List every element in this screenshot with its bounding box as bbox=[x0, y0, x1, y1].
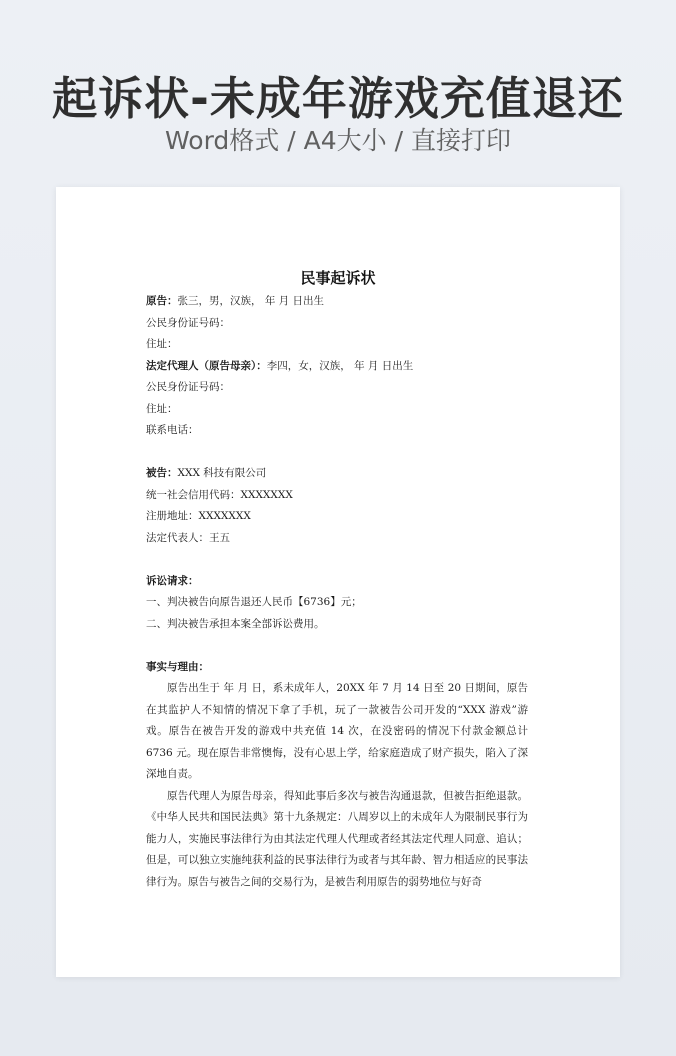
document-page bbox=[56, 187, 620, 977]
guardian-line bbox=[146, 356, 528, 378]
spacer bbox=[146, 635, 528, 657]
spacer bbox=[146, 442, 528, 464]
defendant-label: 被告： bbox=[146, 467, 178, 479]
spacer bbox=[146, 549, 528, 571]
plaintiff-id: 公民身份证号码： bbox=[146, 316, 230, 329]
facts-heading: 事实与理由： bbox=[146, 660, 209, 673]
document-title: 民事起诉状 bbox=[300, 269, 376, 287]
claim-item-2: 二、判决被告承担本案全部诉讼费用。 bbox=[146, 617, 325, 630]
defendant-reg-address: 注册地址：XXXXXXX bbox=[146, 510, 251, 522]
plaintiff-address: 住址： bbox=[146, 338, 178, 350]
banner-title: 起诉状-未成年游戏充值退还 bbox=[52, 72, 624, 125]
facts-paragraph-1: 原告出生于 年 月 日，系未成年人，20XX 年 7 月 14 日至 20 日期间，原告在其监护人不知情的情况下拿了手机，玩了一款被告公司开发的“XXX 游戏”游戏。原告在被告开发的游戏中共充值 14 次，在没密码的情况下付款金额总计 6736 元。现在原告非常懊悔，没有心思上学，给家庭造成了财产损失，陷入了深深地自责。 bbox=[146, 682, 528, 780]
guardian-address: 住址： bbox=[146, 402, 178, 415]
claims-heading: 诉讼请求： bbox=[146, 574, 199, 587]
facts-paragraph-2: 原告代理人为原告母亲，得知此事后多次与被告沟通退款，但被告拒绝退款。《中华人民共和国民法典》第十九条规定：八周岁以上的未成年人为限制民事行为能力人，实施民事法律行为由其法定代理人代理或者经其法定代理人同意、追认；但是，可以独立实施纯获利益的民事法律行为或者与其年龄、智力相适应的民事法律行为。原告与被告之间的交易行为，是被告利用原告的弱势地位与好奇 bbox=[146, 789, 528, 888]
guardian-value: 李四，女，汉族， 年 月 日出生 bbox=[266, 359, 414, 372]
plaintiff-label: 原告： bbox=[146, 295, 178, 307]
claim-item-1: 一、判决被告向原告退还人民币【6736】元； bbox=[146, 596, 362, 608]
document-body bbox=[146, 291, 528, 893]
guardian-id: 公民身份证号码： bbox=[146, 381, 230, 393]
defendant-credit-code: 统一社会信用代码：XXXXXXX bbox=[146, 488, 293, 501]
guardian-label: 法定代理人（原告母亲）： bbox=[146, 359, 267, 372]
guardian-phone: 联系电话： bbox=[146, 424, 199, 436]
defendant-legal-rep: 法定代表人：王五 bbox=[146, 531, 230, 544]
plaintiff-value: 张三，男，汉族， 年 月 日出生 bbox=[177, 295, 325, 307]
banner-subtitle: Word格式 / A4大小 / 直接打印 bbox=[165, 126, 511, 155]
defendant-line bbox=[146, 463, 528, 485]
plaintiff-line bbox=[146, 291, 528, 313]
defendant-value: XXX 科技有限公司 bbox=[177, 467, 267, 479]
